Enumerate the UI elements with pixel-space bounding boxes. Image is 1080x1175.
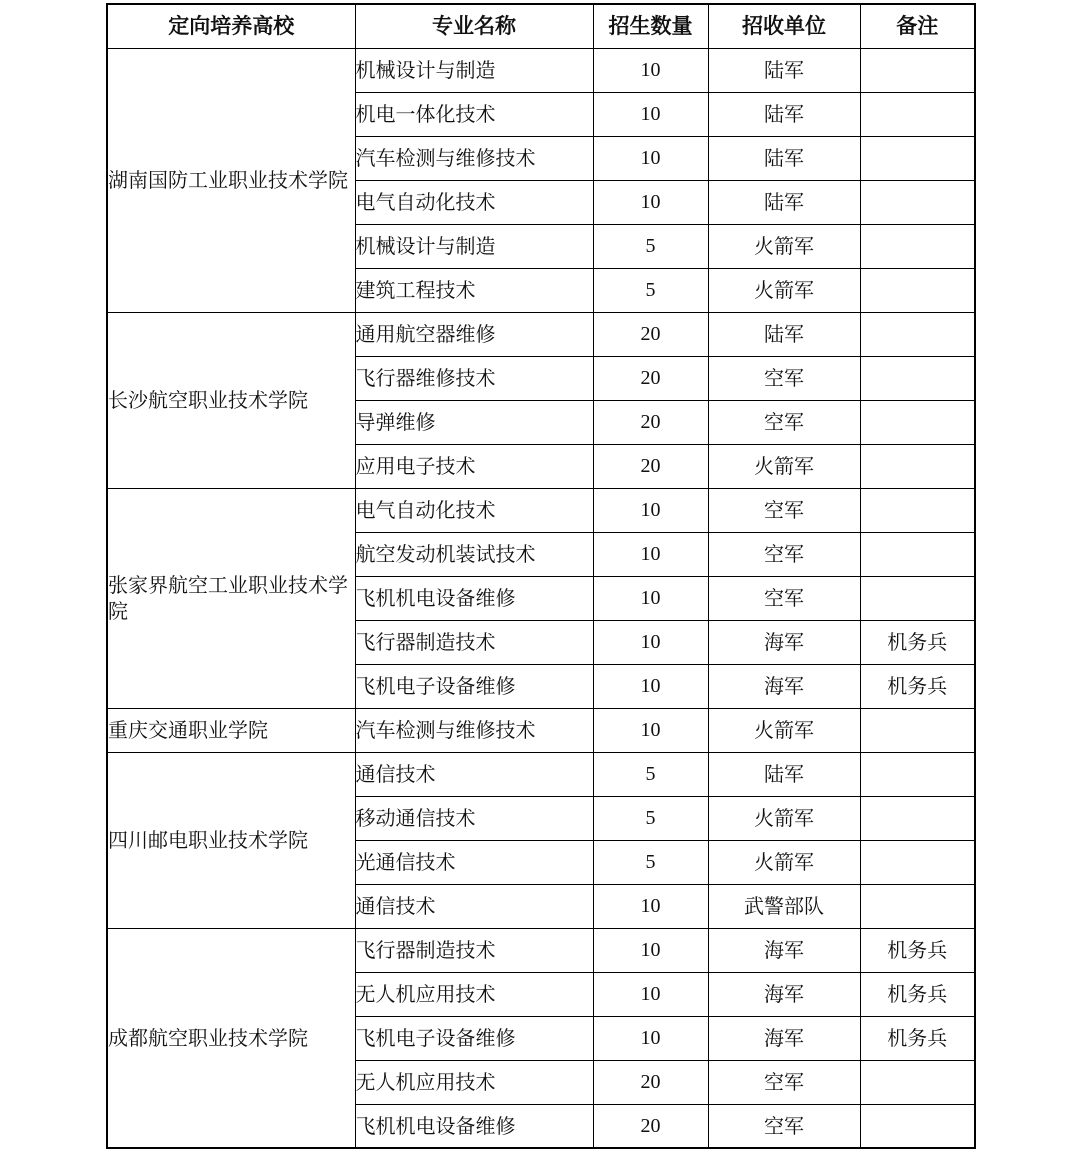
header-unit: 招收单位 xyxy=(708,4,860,48)
note-cell: 机务兵 xyxy=(860,620,975,664)
note-cell xyxy=(860,136,975,180)
table-body xyxy=(107,48,975,1148)
count-cell: 10 xyxy=(593,884,708,928)
note-cell xyxy=(860,48,975,92)
note-cell xyxy=(860,180,975,224)
note-cell: 机务兵 xyxy=(860,1016,975,1060)
note-cell xyxy=(860,708,975,752)
school-cell: 长沙航空职业技术学院 xyxy=(107,312,355,488)
major-cell: 飞行器制造技术 xyxy=(355,928,593,972)
major-cell: 通用航空器维修 xyxy=(355,312,593,356)
unit-cell: 海军 xyxy=(708,928,860,972)
count-cell: 10 xyxy=(593,48,708,92)
unit-cell: 空军 xyxy=(708,400,860,444)
table-row xyxy=(107,708,975,752)
count-cell: 10 xyxy=(593,708,708,752)
count-cell: 5 xyxy=(593,840,708,884)
count-cell: 10 xyxy=(593,1016,708,1060)
note-cell xyxy=(860,884,975,928)
count-cell: 20 xyxy=(593,1104,708,1148)
unit-cell: 空军 xyxy=(708,356,860,400)
major-cell: 光通信技术 xyxy=(355,840,593,884)
school-cell: 四川邮电职业技术学院 xyxy=(107,752,355,928)
count-cell: 20 xyxy=(593,312,708,356)
count-cell: 5 xyxy=(593,268,708,312)
major-cell: 无人机应用技术 xyxy=(355,972,593,1016)
unit-cell: 火箭军 xyxy=(708,796,860,840)
count-cell: 5 xyxy=(593,224,708,268)
major-cell: 无人机应用技术 xyxy=(355,1060,593,1104)
unit-cell: 火箭军 xyxy=(708,224,860,268)
major-cell: 飞机机电设备维修 xyxy=(355,576,593,620)
unit-cell: 陆军 xyxy=(708,92,860,136)
unit-cell: 空军 xyxy=(708,1104,860,1148)
unit-cell: 海军 xyxy=(708,620,860,664)
table-row xyxy=(107,488,975,532)
table-row xyxy=(107,48,975,92)
table-row xyxy=(107,752,975,796)
unit-cell: 海军 xyxy=(708,1016,860,1060)
note-cell xyxy=(860,796,975,840)
header-note: 备注 xyxy=(860,4,975,48)
note-cell xyxy=(860,92,975,136)
count-cell: 20 xyxy=(593,400,708,444)
note-cell xyxy=(860,1104,975,1148)
count-cell: 10 xyxy=(593,136,708,180)
note-cell xyxy=(860,1060,975,1104)
major-cell: 航空发动机装试技术 xyxy=(355,532,593,576)
major-cell: 机械设计与制造 xyxy=(355,48,593,92)
major-cell: 机电一体化技术 xyxy=(355,92,593,136)
note-cell xyxy=(860,840,975,884)
unit-cell: 陆军 xyxy=(708,752,860,796)
unit-cell: 火箭军 xyxy=(708,444,860,488)
table-row xyxy=(107,312,975,356)
unit-cell: 空军 xyxy=(708,1060,860,1104)
unit-cell: 空军 xyxy=(708,488,860,532)
count-cell: 10 xyxy=(593,92,708,136)
count-cell: 20 xyxy=(593,444,708,488)
note-cell xyxy=(860,576,975,620)
major-cell: 应用电子技术 xyxy=(355,444,593,488)
count-cell: 20 xyxy=(593,356,708,400)
enrollment-table xyxy=(106,3,976,1149)
major-cell: 飞机电子设备维修 xyxy=(355,664,593,708)
count-cell: 10 xyxy=(593,532,708,576)
count-cell: 20 xyxy=(593,1060,708,1104)
unit-cell: 火箭军 xyxy=(708,840,860,884)
school-cell: 成都航空职业技术学院 xyxy=(107,928,355,1148)
note-cell xyxy=(860,356,975,400)
header-count: 招生数量 xyxy=(593,4,708,48)
count-cell: 10 xyxy=(593,928,708,972)
school-cell: 张家界航空工业职业技术学院 xyxy=(107,488,355,708)
unit-cell: 陆军 xyxy=(708,48,860,92)
unit-cell: 火箭军 xyxy=(708,708,860,752)
header-school: 定向培养高校 xyxy=(107,4,355,48)
note-cell xyxy=(860,400,975,444)
header-major: 专业名称 xyxy=(355,4,593,48)
major-cell: 飞行器维修技术 xyxy=(355,356,593,400)
count-cell: 10 xyxy=(593,576,708,620)
count-cell: 10 xyxy=(593,488,708,532)
major-cell: 机械设计与制造 xyxy=(355,224,593,268)
note-cell xyxy=(860,488,975,532)
major-cell: 移动通信技术 xyxy=(355,796,593,840)
major-cell: 电气自动化技术 xyxy=(355,488,593,532)
count-cell: 10 xyxy=(593,620,708,664)
count-cell: 10 xyxy=(593,180,708,224)
major-cell: 建筑工程技术 xyxy=(355,268,593,312)
count-cell: 5 xyxy=(593,796,708,840)
unit-cell: 陆军 xyxy=(708,136,860,180)
note-cell: 机务兵 xyxy=(860,972,975,1016)
major-cell: 汽车检测与维修技术 xyxy=(355,708,593,752)
major-cell: 通信技术 xyxy=(355,884,593,928)
count-cell: 10 xyxy=(593,664,708,708)
unit-cell: 火箭军 xyxy=(708,268,860,312)
school-cell: 重庆交通职业学院 xyxy=(107,708,355,752)
unit-cell: 海军 xyxy=(708,664,860,708)
major-cell: 汽车检测与维修技术 xyxy=(355,136,593,180)
unit-cell: 武警部队 xyxy=(708,884,860,928)
count-cell: 10 xyxy=(593,972,708,1016)
unit-cell: 空军 xyxy=(708,532,860,576)
note-cell xyxy=(860,752,975,796)
unit-cell: 空军 xyxy=(708,576,860,620)
major-cell: 飞行器制造技术 xyxy=(355,620,593,664)
note-cell: 机务兵 xyxy=(860,928,975,972)
major-cell: 电气自动化技术 xyxy=(355,180,593,224)
major-cell: 飞机机电设备维修 xyxy=(355,1104,593,1148)
note-cell xyxy=(860,444,975,488)
note-cell xyxy=(860,224,975,268)
note-cell xyxy=(860,312,975,356)
school-cell: 湖南国防工业职业技术学院 xyxy=(107,48,355,312)
note-cell: 机务兵 xyxy=(860,664,975,708)
table-header-row xyxy=(107,4,975,48)
major-cell: 通信技术 xyxy=(355,752,593,796)
unit-cell: 陆军 xyxy=(708,180,860,224)
major-cell: 飞机电子设备维修 xyxy=(355,1016,593,1060)
unit-cell: 海军 xyxy=(708,972,860,1016)
table-row xyxy=(107,928,975,972)
unit-cell: 陆军 xyxy=(708,312,860,356)
note-cell xyxy=(860,532,975,576)
count-cell: 5 xyxy=(593,752,708,796)
note-cell xyxy=(860,268,975,312)
major-cell: 导弹维修 xyxy=(355,400,593,444)
